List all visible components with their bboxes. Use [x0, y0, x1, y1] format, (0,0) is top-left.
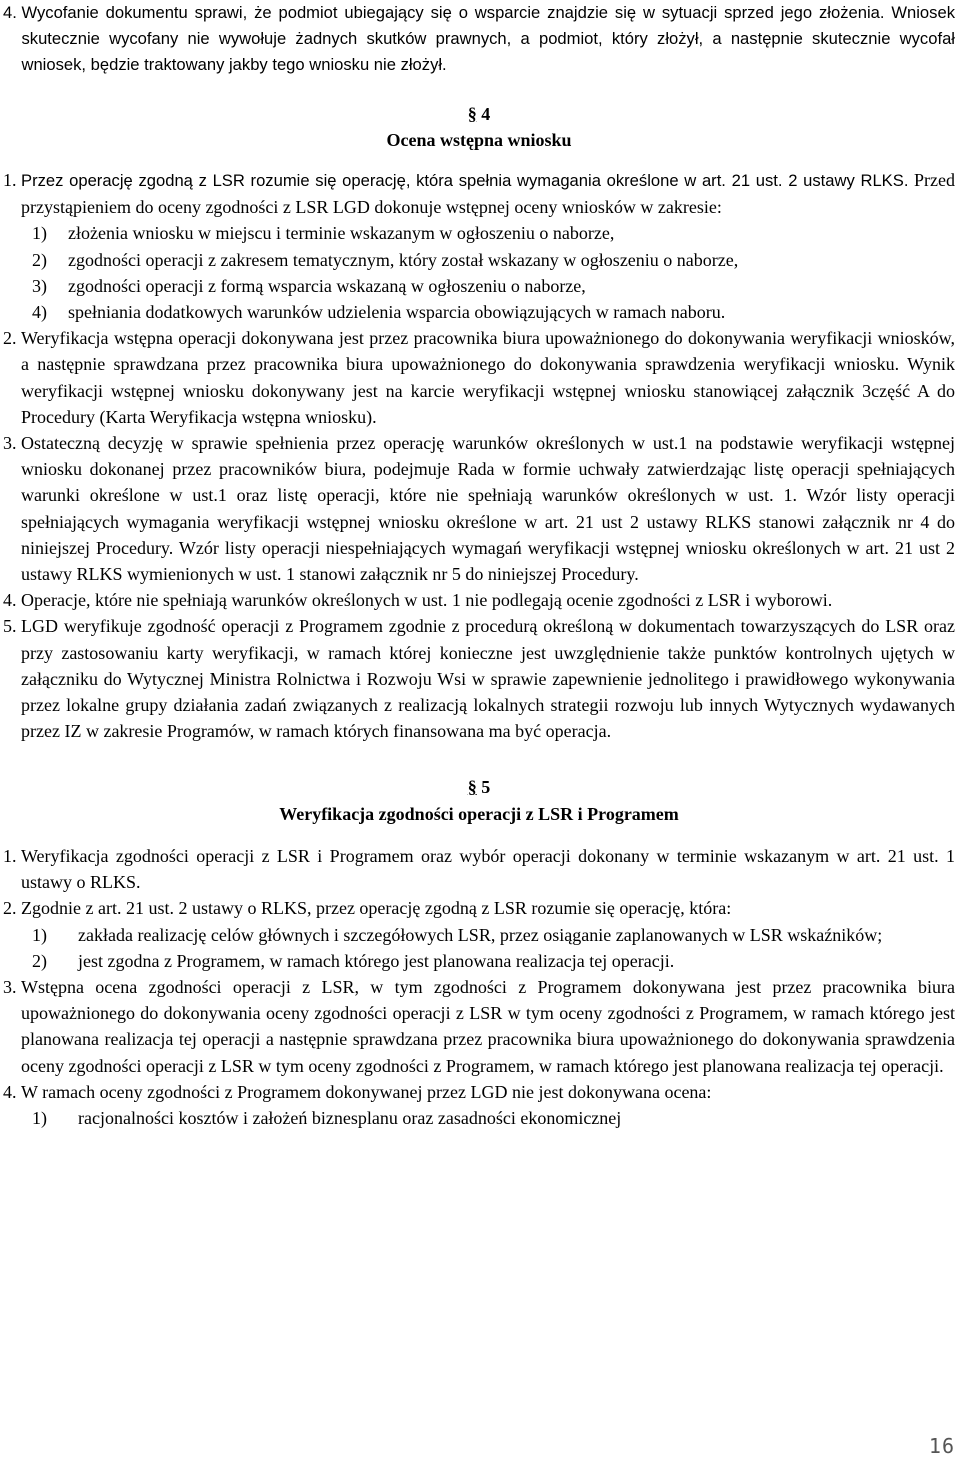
item-text: Wstępna ocena zgodności operacji z LSR, w tym zgodności z Programem dokonywana jest przez pracownika biura upoważnionego do dokonywania oceny zgodności operacji z LSR w tym oceny zgodności z Programem, w ramach którego jest planowana realizacja tej operacji a następnie sprawdzana przez pracownika biura upoważnionego do dokonywania sprawdzenia oceny zgodności operacji z LSR w tym oceny zgodności z Programem, w ramach którego jest planowana realizacja tej operacji.: [21, 976, 955, 1076]
list-subitem: 2) zgodności operacji z zakresem tematycznym, który został wskazany w ogłoszeniu o naborze,: [32, 249, 739, 270]
item-number: 4.: [3, 590, 17, 611]
section-title: Ocena wstępna wniosku: [386, 129, 572, 150]
item-text: Przez operację zgodną z LSR rozumie się operację, która spełnia wymagania określone w art. 21 ust. 2 ustawy RLKS. Przed przystąpieniem do oceny zgodności z LSR LGD dokonuje wstępnej oceny wniosków w zakresie:: [21, 170, 956, 218]
item-text: W ramach oceny zgodności z Programem dokonywanej przez LGD nie jest dokonywana ocena:: [21, 1081, 712, 1102]
item-text: Zgodnie z art. 21 ust. 2 ustawy o RLKS, przez operację zgodną z LSR rozumie się operację, która:: [21, 898, 732, 919]
item-number: 1.: [3, 170, 17, 191]
list-item: [3, 0, 955, 79]
item-number: 4.: [3, 3, 17, 22]
list-item: [3, 587, 955, 613]
item-number: 4.: [3, 1081, 17, 1102]
list-subitem: 1) racjonalności kosztów i założeń biznesplanu oraz zasadności ekonomicznej: [32, 1107, 622, 1128]
list-item: [3, 895, 955, 921]
list-subitem: 2) jest zgodna z Programem, w ramach którego jest planowana realizacja tej operacji.: [32, 950, 675, 971]
list-subitem: 4) spełniania dodatkowych warunków udzielenia wsparcia obowiązujących w ramach naboru.: [32, 302, 726, 323]
list-item: [3, 325, 955, 430]
list-item: [3, 1079, 955, 1105]
item-number: 3.: [3, 976, 17, 997]
item-number: 2.: [3, 898, 17, 919]
item-number: 1.: [3, 845, 17, 866]
item-number: 2.: [3, 328, 17, 349]
item-text: Wycofanie dokumentu sprawi, że podmiot ubiegający się o wsparcie znajdzie się w sytuacji sprzed jego złożenia. Wniosek skutecznie wycofany nie wywołuje żadnych skutków prawnych, a podmiot, który złożył, a następnie skutecznie wycofał wniosek, będzie traktowany jakby tego wniosku nie złożył.: [21, 3, 955, 75]
item-text: Weryfikacja wstępna operacji dokonywana jest przez pracownika biura upoważnionego do dokonywania weryfikacji wniosków, a następnie sprawdzana przez pracownika biura upoważnionego do dokonywania sprawdzenia weryfikacji wniosku. Wynik weryfikacji wstępnej wniosku dokonywany jest na karcie weryfikacji wstępnej wniosku stanowiącej załącznik 3część A do Procedury (Karta Weryfikacja wstępna wniosku).: [21, 328, 955, 427]
item-text: LGD weryfikuje zgodność operacji z Programem zgodnie z procedurą określoną w dokumentach towarzyszących do LSR oraz przy zastosowaniu karty weryfikacji, w ramach której konieczne jest uwzględnienie także punktów kontrolnych ujętych w załączniku do Wytycznej Ministra Rolnictwa i Rozwoju Wsi w sprawie zapewnienie jednolitego i prawidłowego wykonywania przez lokalne grupy działania zadań związanych z realizacją lokalnych strategii rozwoju lub innych Wytycznych wydawanych przez IZ w zakresie Programów, w ramach których finansowana ma być operacja.: [21, 616, 955, 742]
list-subitem: 1) zakłada realizację celów głównych i szczegółowych LSR, przez osiąganie zaplanowanych w LSR wskaźników;: [32, 924, 883, 945]
item-text: Operacje, które nie spełniają warunków określonych w ust. 1 nie podlegają ocenie zgodności z LSR i wyborowi.: [21, 590, 833, 611]
section-heading-4: [3, 101, 955, 153]
list-item: [3, 843, 955, 895]
list-item: [3, 613, 955, 744]
item-number: 5.: [3, 616, 17, 637]
section-number: 4: [481, 103, 491, 124]
item-number: 3.: [3, 433, 17, 454]
list-subitem: 1) złożenia wniosku w miejscu i terminie wskazanym w ogłoszeniu o naborze,: [32, 223, 615, 244]
list-subitem: 3) zgodności operacji z formą wsparcia wskazaną w ogłoszeniu o naborze,: [32, 275, 586, 296]
section-symbol: §: [467, 777, 477, 798]
list-item: [3, 167, 955, 220]
item-text: Ostateczną decyzję w sprawie spełnienia przez operację warunków określonych w ust.1 na podstawie weryfikacji wstępnej wniosku dokonanej przez pracowników biura, podejmuje Rada w formie uchwały zatwierdzając listę operacji spełniających warunki określone w ust.1 oraz listę operacji, które nie spełniają warunków określonych w ust. 1. Wzór listy operacji spełniających wymagania weryfikacji wstępnej wniosku określone w art. 21 ust 2 ustawy RLKS stanowi załącznik nr 4 do niniejszej Procedury. Wzór listy operacji niespełniających wymagań weryfikacji wstępnej wniosku określonych w art. 21 ust 2 ustawy RLKS wymienionych w ust. 1 stanowi załącznik nr 5 do niniejszej Procedury.: [21, 433, 955, 585]
section-title: Weryfikacja zgodności operacji z LSR i Programem: [279, 803, 679, 824]
section-heading-5: [3, 774, 955, 826]
item-text: Weryfikacja zgodności operacji z LSR i Programem oraz wybór operacji dokonany w terminie wskazanym w art. 21 ust. 1 ustawy o RLKS.: [21, 845, 955, 893]
list-item: [3, 974, 955, 1079]
list-item: [3, 430, 955, 587]
section-symbol: §: [467, 103, 477, 124]
section-number: 5: [481, 777, 491, 798]
page-number: 16: [928, 1434, 955, 1458]
